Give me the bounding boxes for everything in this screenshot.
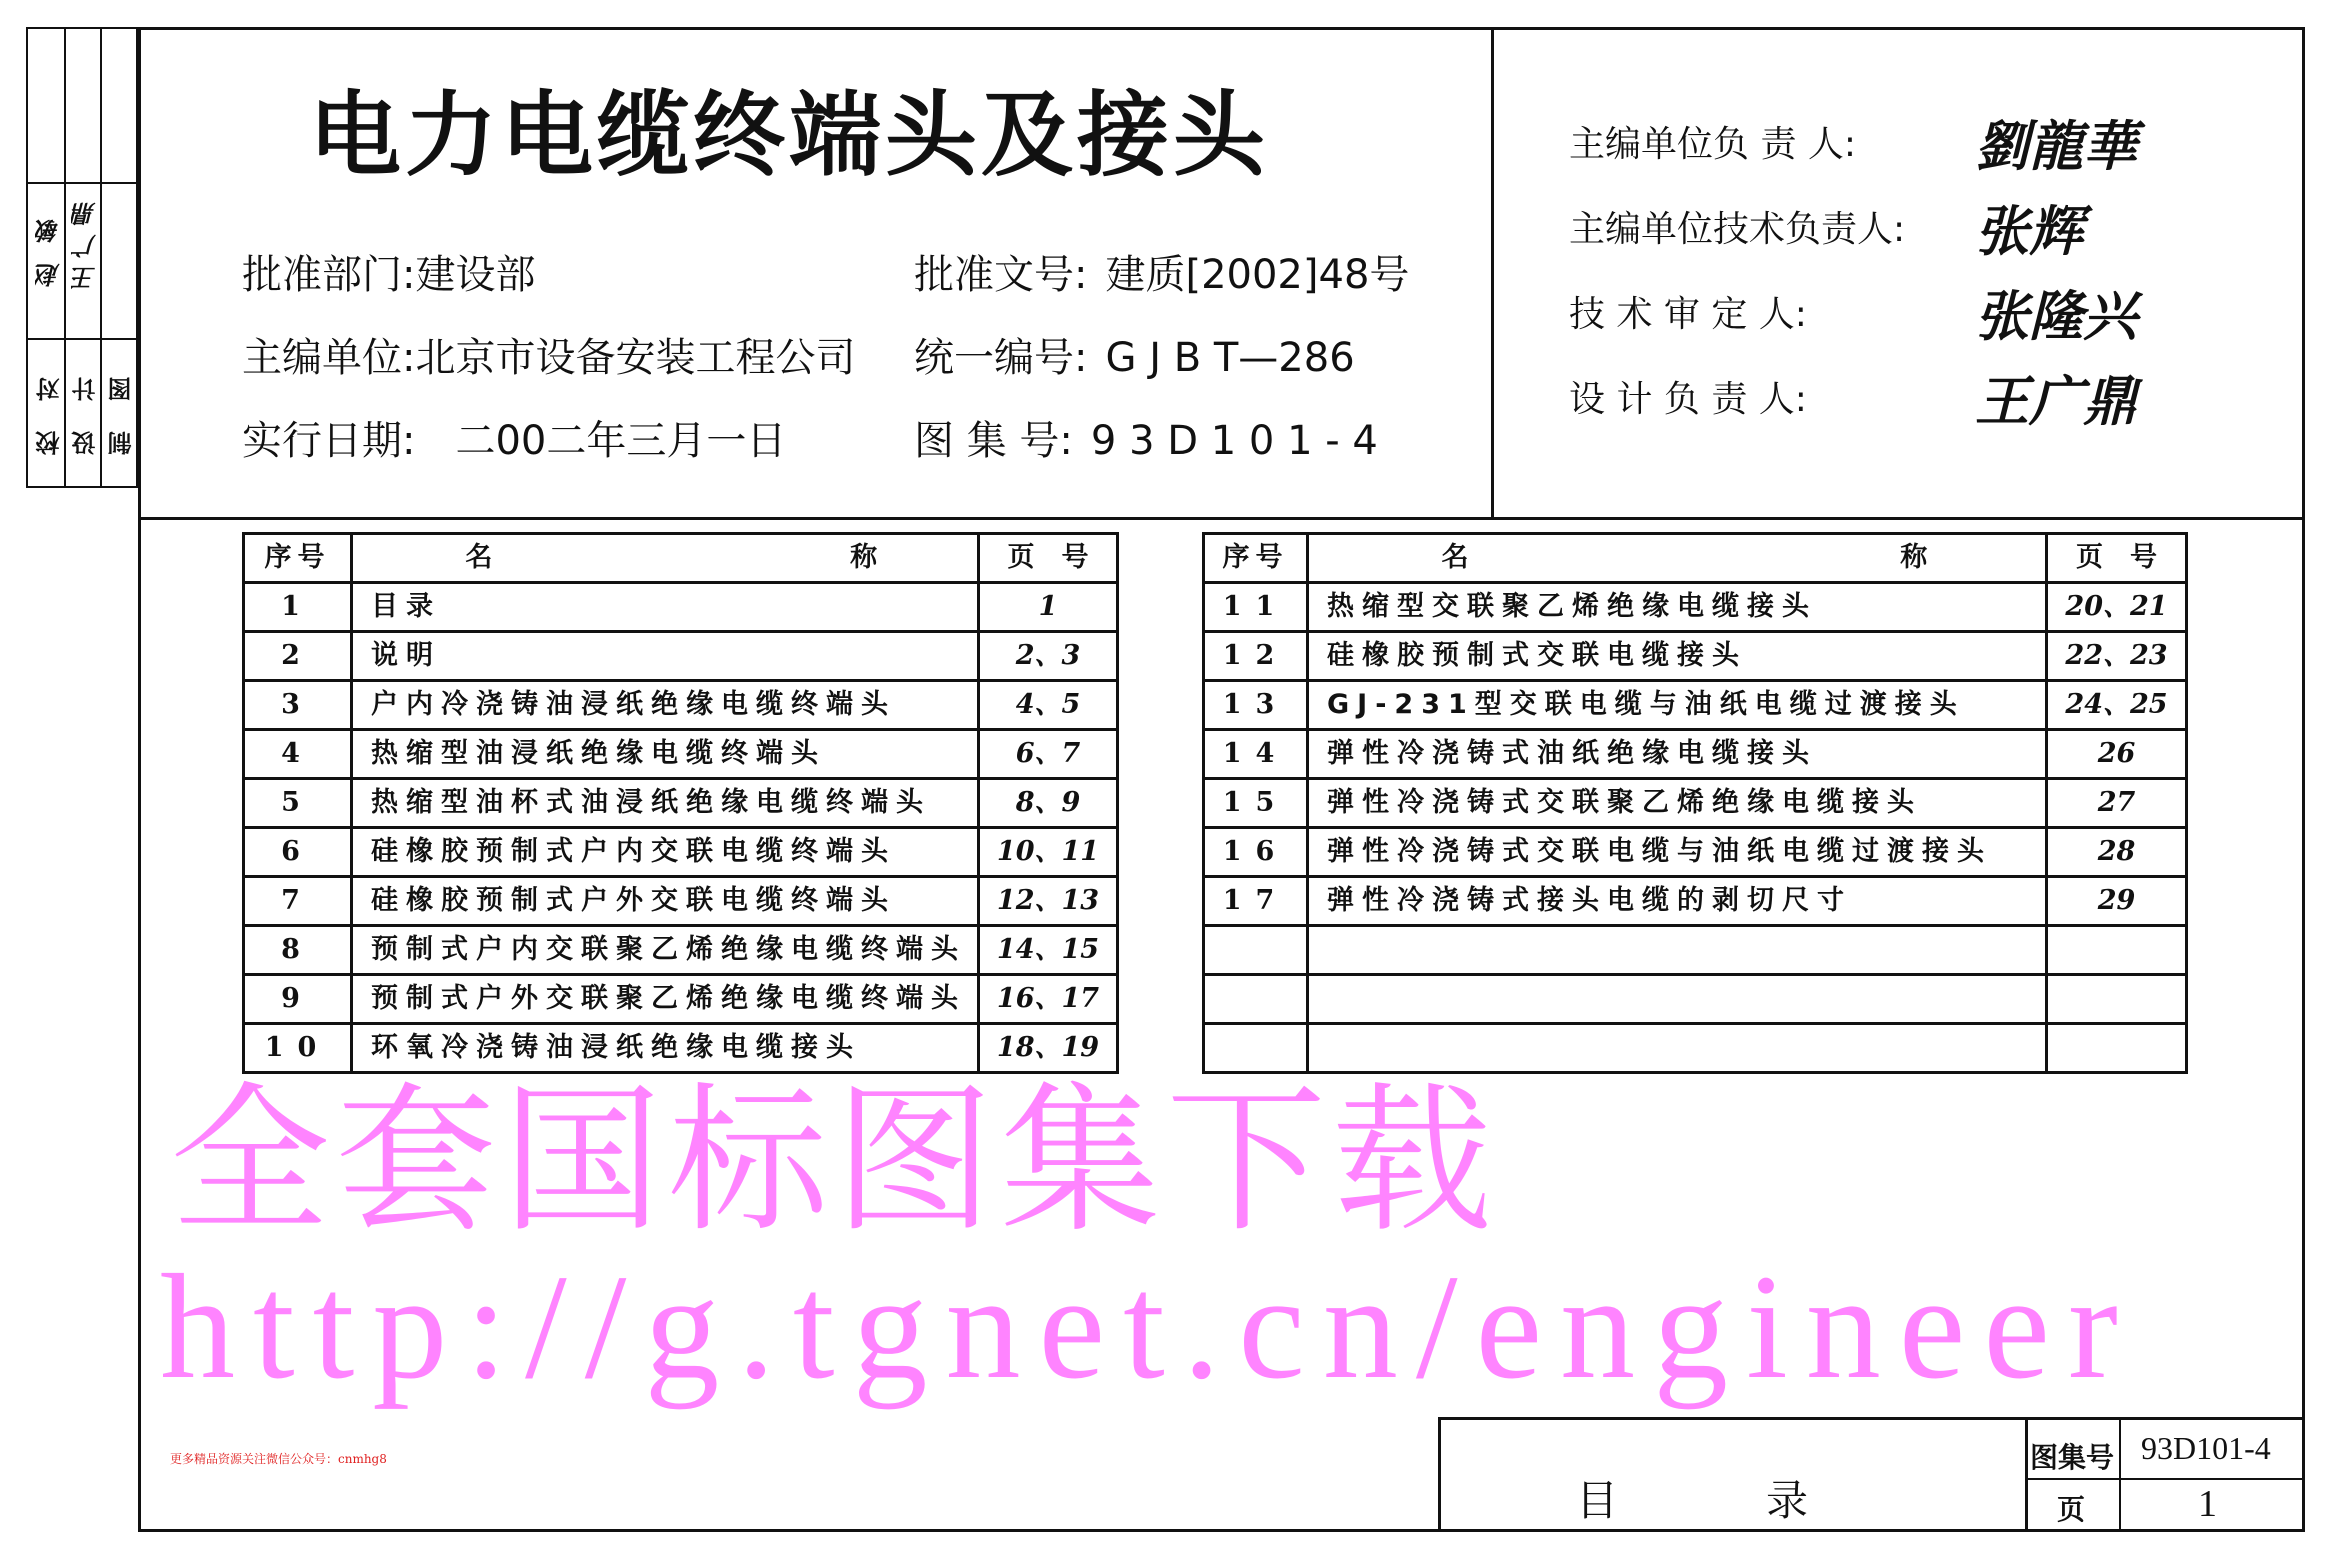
watermark-text: 全套国标图集下载 — [170, 1067, 1499, 1254]
signature-label: 主编单位负 责 人: — [1569, 124, 1857, 165]
approval-dept-label: 批准部门: — [242, 252, 416, 298]
toc-table-left — [242, 532, 1119, 1074]
row-number: 9 — [244, 975, 352, 1024]
row-name: 硅橡胶预制式户内交联电缆终端头 — [352, 828, 979, 877]
row-number: 12 — [1204, 632, 1308, 681]
row-name: 环氧冷浇铸油浸纸绝缘电缆接头 — [352, 1024, 979, 1073]
row-number: 17 — [1204, 877, 1308, 926]
table-header-row — [244, 534, 1118, 583]
row-number: 14 — [1204, 730, 1308, 779]
row-name: 弹性冷浇铸式交联电缆与油纸电缆过渡接头 — [1308, 828, 2047, 877]
table-row — [1204, 828, 2187, 877]
row-page: 14、15 — [979, 926, 1118, 975]
signature-name: 劉龍華 — [1975, 114, 2137, 178]
row-name: 弹性冷浇铸式交联聚乙烯绝缘电缆接头 — [1308, 779, 2047, 828]
header-name — [352, 534, 979, 583]
effective-date-value: 二00二年三月一日 — [455, 418, 787, 464]
table-row — [1204, 779, 2187, 828]
signature-name: 王广鼎 — [1975, 369, 2137, 433]
sheet-title-b: 录 — [1766, 1476, 1809, 1525]
row-name: 热缩型油杯式油浸纸绝缘电缆终端头 — [352, 779, 979, 828]
row-page: 8、9 — [979, 779, 1118, 828]
row-page: 22、23 — [2047, 632, 2187, 681]
row-number: 2 — [244, 632, 352, 681]
atlas-number-label: 图 集 号: — [914, 418, 1073, 464]
row-page: 18、19 — [979, 1024, 1118, 1073]
table-row — [1204, 583, 2187, 632]
row-name: 硅橡胶预制式交联电缆接头 — [1308, 632, 2047, 681]
unified-code — [914, 326, 1355, 383]
row-number: 7 — [244, 877, 352, 926]
signature-name: 张辉 — [1975, 199, 2083, 263]
watermark-small: 更多精品资源关注微信公众号：cnmhg8 — [170, 1452, 387, 1466]
table-row — [244, 877, 1118, 926]
strip-divider — [28, 338, 136, 340]
row-number: 8 — [244, 926, 352, 975]
sheet-title-a: 目 — [1576, 1476, 1619, 1525]
editor-unit — [242, 326, 855, 383]
row-page: 12、13 — [979, 877, 1118, 926]
row-page: 27 — [2047, 779, 2187, 828]
row-page: 6、7 — [979, 730, 1118, 779]
approval-doc-value: 建质[2002]48号 — [1105, 252, 1410, 298]
effective-date — [242, 409, 786, 466]
title-block-divider — [2025, 1420, 2028, 1529]
signature-name: 张隆兴 — [1975, 284, 2137, 348]
row-name: 目录 — [352, 583, 979, 632]
row-name — [1308, 975, 2047, 1024]
row-number — [1204, 1024, 1308, 1073]
signature-label: 设 计 负 责 人: — [1569, 379, 1807, 420]
header-vertical-divider — [1491, 27, 1494, 519]
row-name — [1308, 1024, 2047, 1073]
table-row — [1204, 730, 2187, 779]
row-number: 5 — [244, 779, 352, 828]
signature-label: 主编单位技术负责人: — [1569, 209, 1906, 250]
table-row — [1204, 632, 2187, 681]
title-block-divider — [2025, 1478, 2302, 1480]
atlas-value: 93D101-4 — [2141, 1430, 2271, 1466]
row-number: 13 — [1204, 681, 1308, 730]
table-row — [244, 583, 1118, 632]
row-name: 热缩型交联聚乙烯绝缘电缆接头 — [1308, 583, 2047, 632]
unified-code-label: 统一编号: — [914, 335, 1088, 381]
header-page: 页 号 — [979, 534, 1118, 583]
watermark-url: http://g.tgnet.cn/engineer — [160, 1244, 2136, 1410]
header-no: 序号 — [1204, 534, 1308, 583]
table-row — [244, 730, 1118, 779]
signature-label: 技 术 审 定 人: — [1569, 294, 1807, 335]
atlas-number — [914, 409, 1378, 466]
table-row — [244, 828, 1118, 877]
table-row — [1204, 877, 2187, 926]
table-row — [244, 975, 1118, 1024]
row-number — [1204, 975, 1308, 1024]
row-page: 1 — [979, 583, 1118, 632]
row-page: 28 — [2047, 828, 2187, 877]
row-name: GJ-231型交联电缆与油纸电缆过渡接头 — [1308, 681, 2047, 730]
row-page: 24、25 — [2047, 681, 2187, 730]
table-header-row — [1204, 534, 2187, 583]
table-row — [244, 681, 1118, 730]
row-name: 弹性冷浇铸式油纸绝缘电缆接头 — [1308, 730, 2047, 779]
row-name: 热缩型油浸纸绝缘电缆终端头 — [352, 730, 979, 779]
row-page — [2047, 1024, 2187, 1073]
header-no: 序号 — [244, 534, 352, 583]
approval-doc-label: 批准文号: — [914, 252, 1088, 298]
row-number: 15 — [1204, 779, 1308, 828]
title-block — [1438, 1417, 2305, 1532]
table-row — [1204, 1024, 2187, 1073]
unified-code-value: G J B T—286 — [1105, 335, 1355, 381]
page-title: 电力电缆终端头及接头 — [309, 82, 1270, 189]
header-name — [1308, 534, 2047, 583]
title-block-divider — [2119, 1420, 2121, 1529]
row-name: 预制式户外交联聚乙烯绝缘电缆终端头 — [352, 975, 979, 1024]
check-signature: 赵敏 — [35, 199, 64, 287]
table-row — [244, 779, 1118, 828]
row-name: 说明 — [352, 632, 979, 681]
effective-date-label: 实行日期: — [242, 418, 416, 464]
table-row — [1204, 926, 2187, 975]
atlas-number-value: 9 3 D 1 0 1 - 4 — [1090, 418, 1378, 464]
table-row — [244, 632, 1118, 681]
row-page: 20、21 — [2047, 583, 2187, 632]
approval-doc — [914, 243, 1409, 300]
row-name: 户内冷浇铸油浸纸绝缘电缆终端头 — [352, 681, 979, 730]
row-name — [1308, 926, 2047, 975]
row-page: 29 — [2047, 877, 2187, 926]
table-row — [244, 1024, 1118, 1073]
row-name: 硅橡胶预制式户外交联电缆终端头 — [352, 877, 979, 926]
row-page — [2047, 926, 2187, 975]
page-value: 1 — [2198, 1483, 2217, 1525]
atlas-label: 图集号 — [2030, 1441, 2115, 1474]
row-page: 16、17 — [979, 975, 1118, 1024]
row-number: 4 — [244, 730, 352, 779]
strip-divider — [28, 182, 136, 184]
page-label: 页 — [2057, 1493, 2086, 1526]
approval-dept-value: 建设部 — [415, 252, 536, 298]
row-number: 1 — [244, 583, 352, 632]
editor-unit-value: 北京市设备安装工程公司 — [415, 335, 856, 381]
approval-dept — [242, 243, 535, 300]
row-number: 11 — [1204, 583, 1308, 632]
editor-unit-label: 主编单位: — [242, 335, 416, 381]
row-number: 3 — [244, 681, 352, 730]
row-number — [1204, 926, 1308, 975]
row-number: 16 — [1204, 828, 1308, 877]
table-row — [244, 926, 1118, 975]
table-row — [1204, 681, 2187, 730]
toc-table-right — [1202, 532, 2188, 1074]
header-divider — [138, 517, 2305, 520]
row-number: 6 — [244, 828, 352, 877]
row-page: 4、5 — [979, 681, 1118, 730]
row-page: 2、3 — [979, 632, 1118, 681]
row-page: 10、11 — [979, 828, 1118, 877]
row-page — [2047, 975, 2187, 1024]
header-name-a: 名 — [465, 542, 493, 573]
row-number: 10 — [244, 1024, 352, 1073]
draw-label: 制图 — [107, 347, 136, 455]
header-name-b: 称 — [850, 542, 878, 573]
header-name-b: 称 — [1900, 542, 1928, 573]
design-label: 设计 — [71, 347, 100, 455]
row-name: 弹性冷浇铸式接头电缆的剥切尺寸 — [1308, 877, 2047, 926]
table-row — [1204, 975, 2187, 1024]
row-page: 26 — [2047, 730, 2187, 779]
signature-strip — [26, 27, 138, 488]
header-page: 页 号 — [2047, 534, 2187, 583]
check-label: 校对 — [35, 347, 64, 455]
design-signature: 王广鼎 — [71, 194, 100, 290]
row-name: 预制式户内交联聚乙烯绝缘电缆终端头 — [352, 926, 979, 975]
header-name-a: 名 — [1441, 542, 1469, 573]
